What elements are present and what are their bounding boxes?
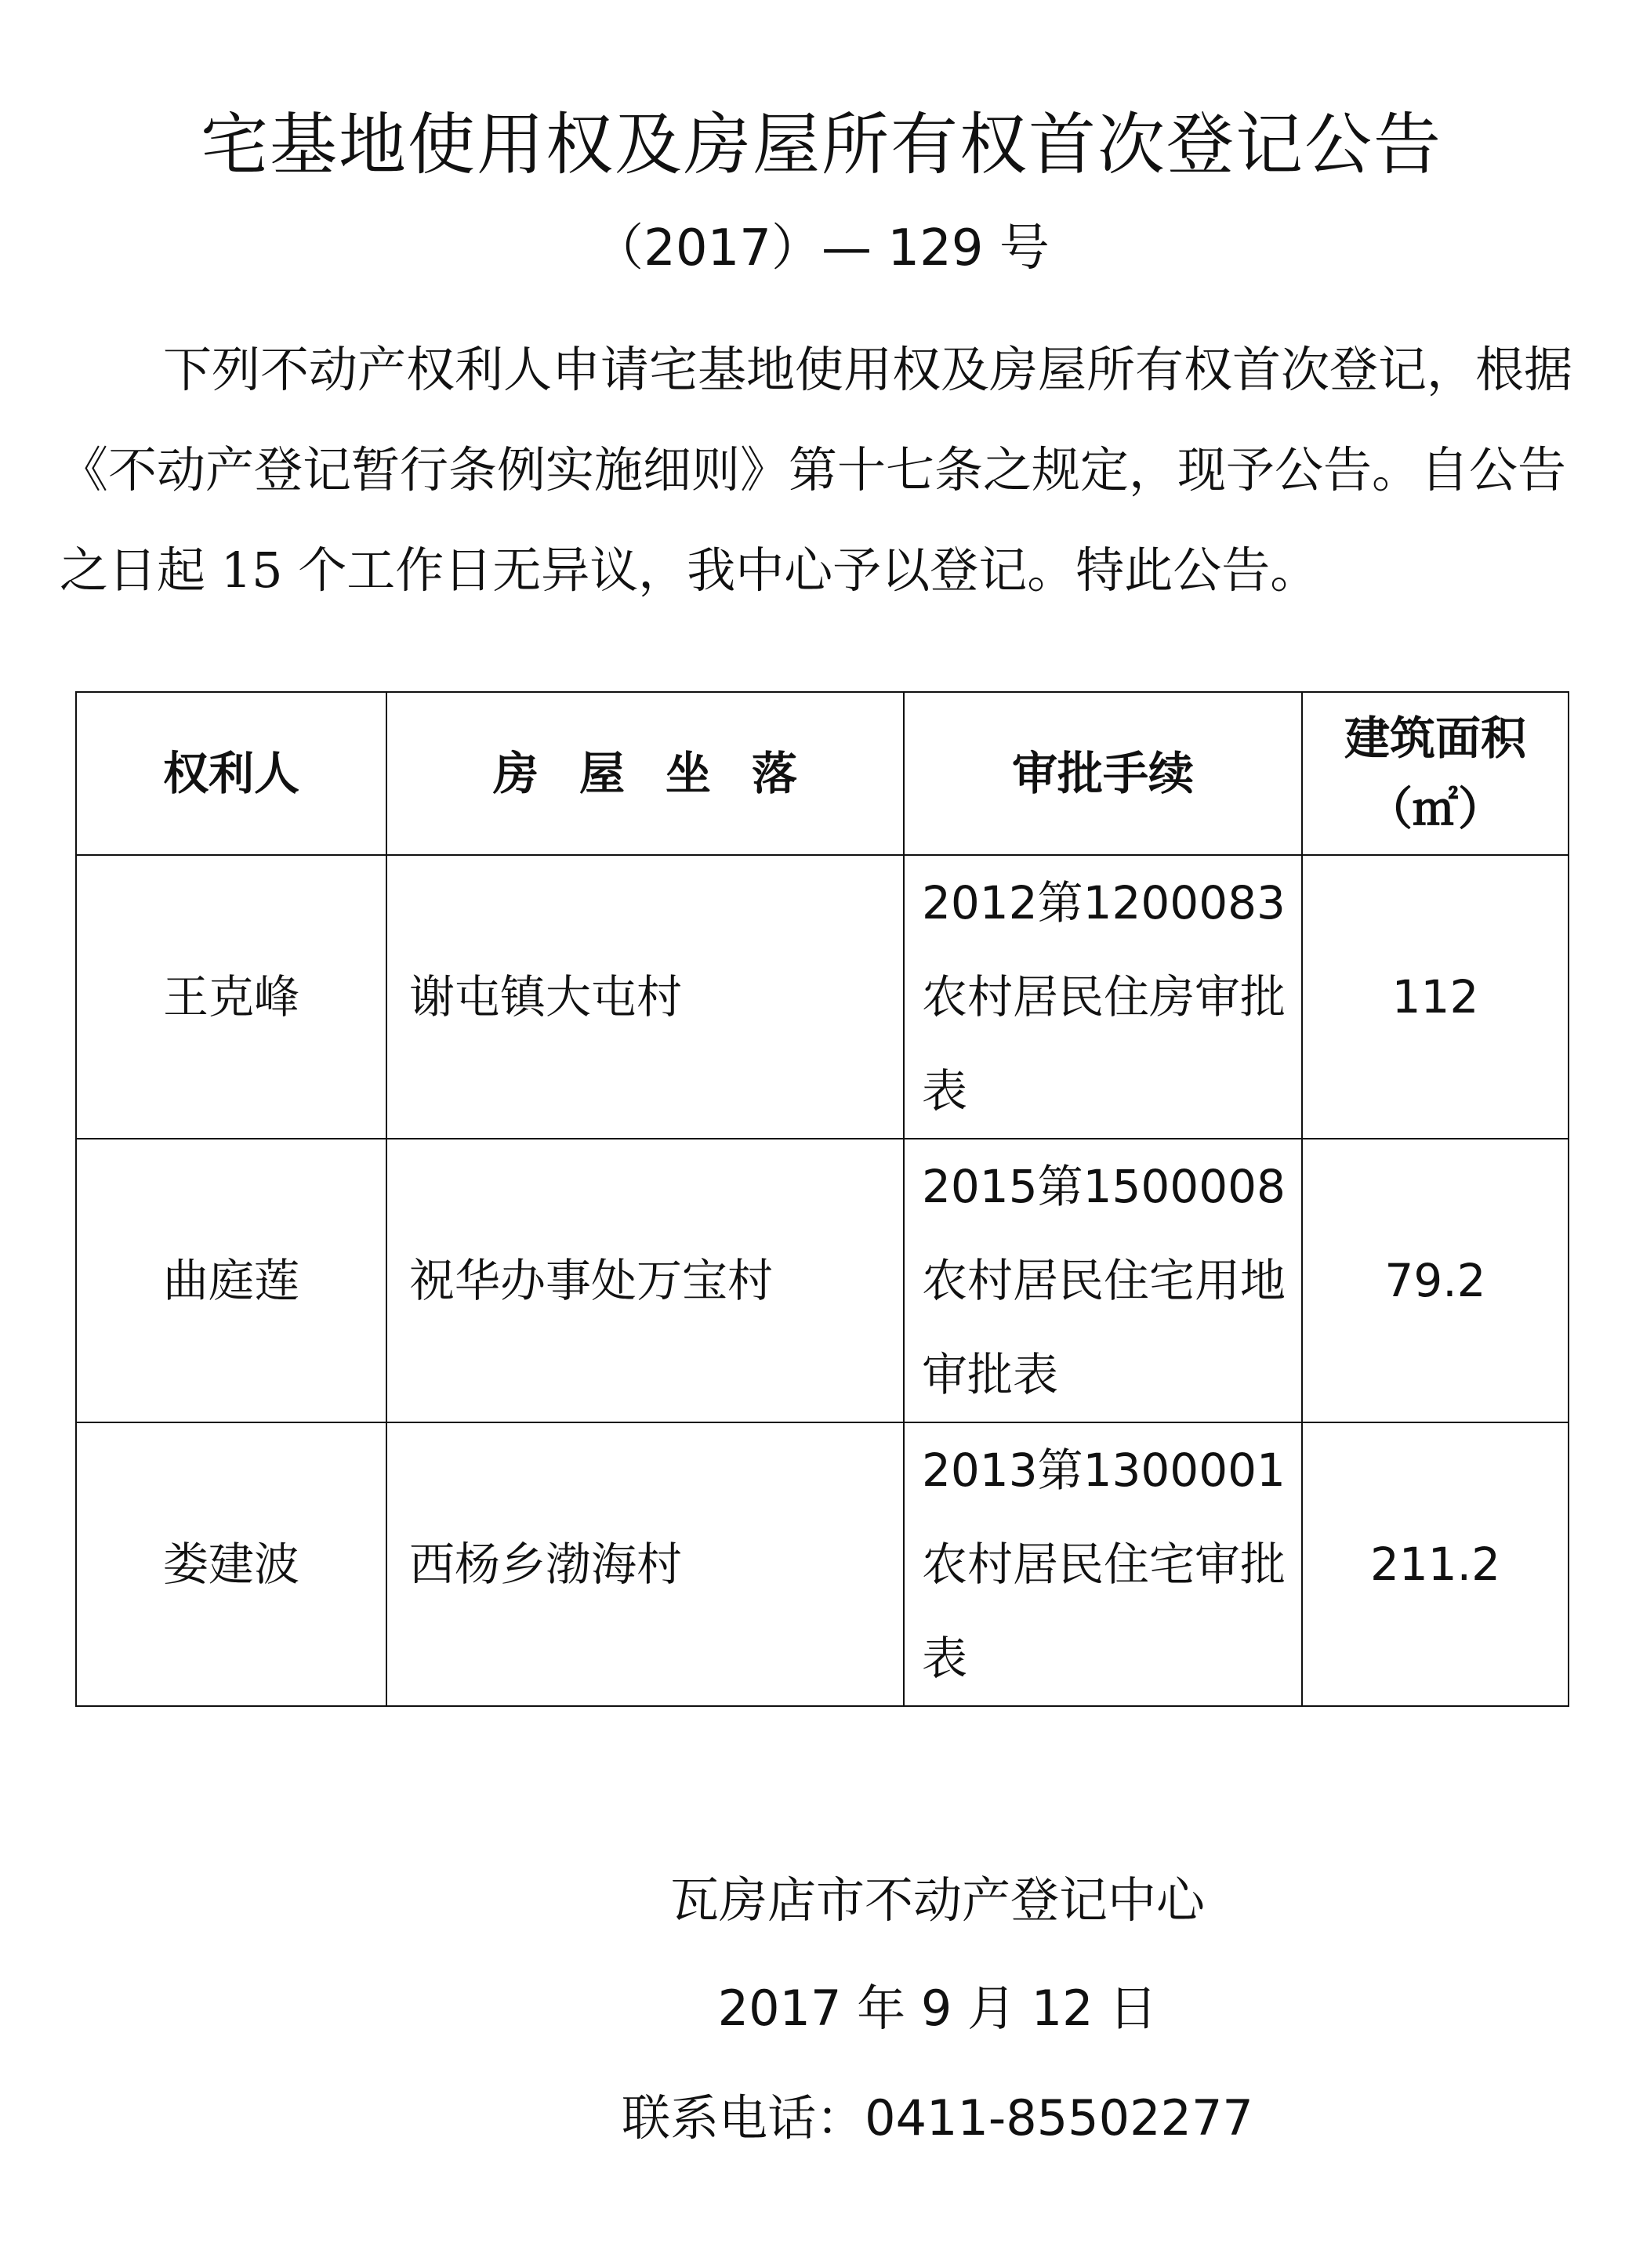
table-header-row	[76, 692, 1569, 855]
header-area	[1302, 692, 1569, 855]
header-approval: 审批手续	[904, 692, 1302, 855]
cell-approval: 2013第1300001农村居民住宅审批表	[904, 1422, 1302, 1706]
cell-location: 谢屯镇大屯村	[386, 855, 904, 1139]
notice-paragraph-text: 下列不动产权利人申请宅基地使用权及房屋所有权首次登记，根据《不动产登记暂行条例实施细则》第十七条之规定，现予公告。自公告之日起 15 个工作日无异议，我中心予以登记。特此公告。	[60, 341, 1573, 599]
table-row	[76, 1139, 1569, 1422]
cell-holder: 娄建波	[76, 1422, 386, 1706]
cell-approval: 2015第1500008农村居民住宅用地审批表	[904, 1139, 1302, 1422]
header-area-label: 建筑面积	[1344, 712, 1526, 765]
issue-date: 2017 年 9 月 12 日	[717, 1980, 1158, 2037]
cell-holder: 王克峰	[76, 855, 386, 1139]
header-location-label: 房屋坐落	[492, 747, 838, 800]
header-holder: 权利人	[76, 692, 386, 855]
cell-area: 112	[1302, 855, 1569, 1139]
cell-holder: 曲庭莲	[76, 1139, 386, 1422]
table-row	[76, 855, 1569, 1139]
cell-location: 祝华办事处万宝村	[386, 1139, 904, 1422]
header-area-unit: （㎡）	[1366, 782, 1503, 835]
issuing-organization: 瓦房店市不动产登记中心	[669, 1871, 1205, 1929]
notice-title: 宅基地使用权及房屋所有权首次登记公告	[201, 106, 1442, 184]
notice-paragraph	[60, 320, 1596, 621]
table-row	[76, 1422, 1569, 1706]
contact-phone: 联系电话：0411-85502277	[622, 2089, 1253, 2147]
cell-area: 79.2	[1302, 1139, 1569, 1422]
cell-location: 西杨乡渤海村	[386, 1422, 904, 1706]
cell-approval: 2012第1200083农村居民住房审批表	[904, 855, 1302, 1139]
notice-number: （2017）— 129 号	[593, 219, 1050, 277]
cell-area: 211.2	[1302, 1422, 1569, 1706]
registration-table	[75, 691, 1569, 1707]
header-location	[386, 692, 904, 855]
